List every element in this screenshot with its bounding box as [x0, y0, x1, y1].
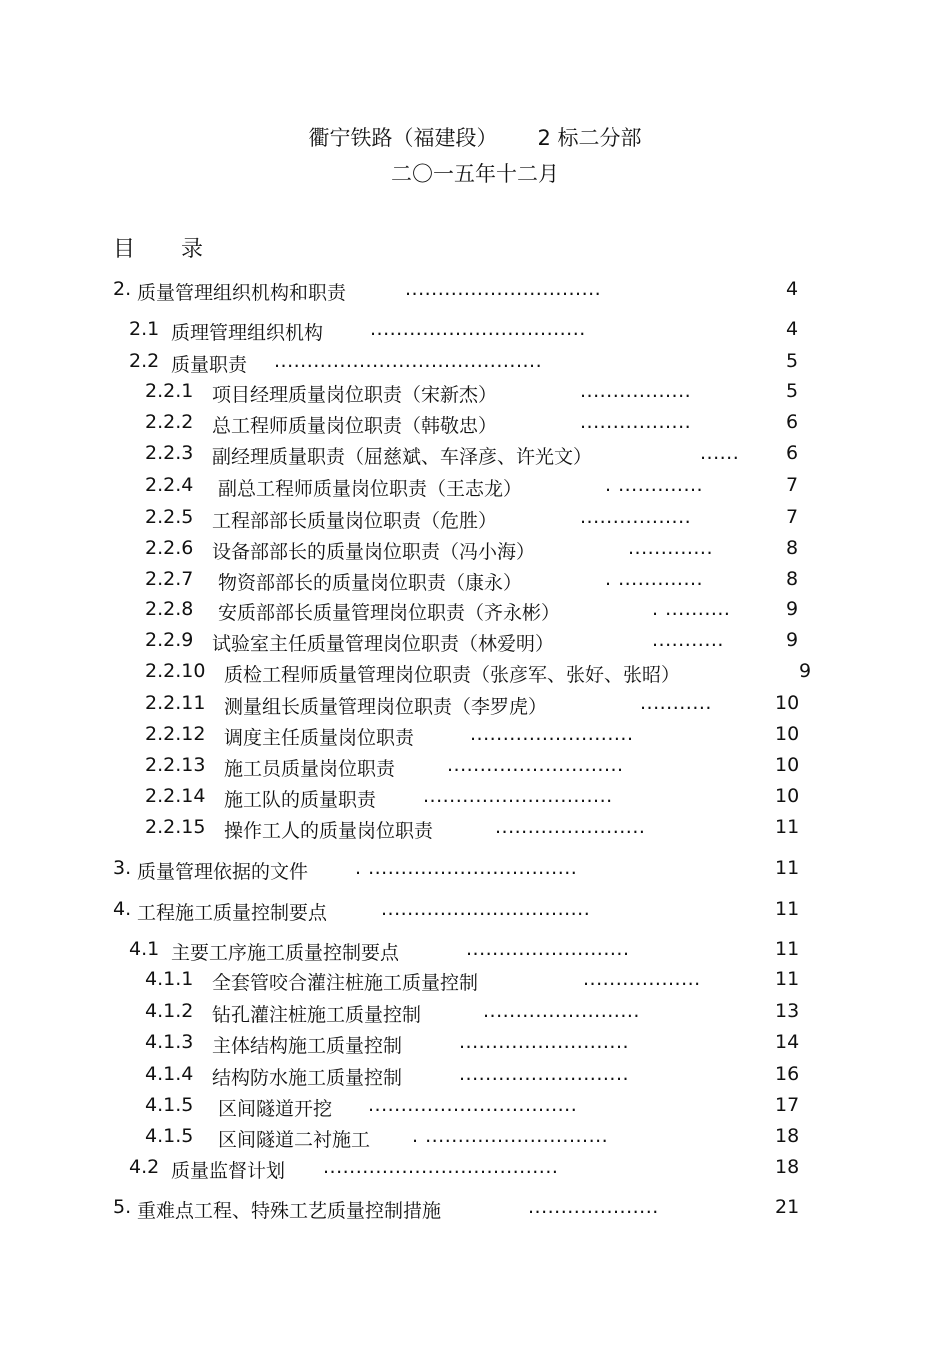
toc-entry-leader: .................. — [583, 968, 701, 990]
toc-entry[interactable] — [0, 1125, 950, 1153]
toc-entry-number: 4.1.4 — [145, 1063, 194, 1085]
toc-entry-page: 9 — [799, 660, 812, 682]
toc-entry-title: 施工队的质量职责 — [224, 789, 377, 811]
toc-entry-number: 5. — [113, 1196, 132, 1218]
toc-entry[interactable] — [0, 442, 950, 470]
toc-entry-page: 5 — [786, 350, 799, 372]
toc-entry-page: 14 — [775, 1031, 800, 1053]
toc-entry[interactable] — [0, 898, 950, 926]
toc-entry-number: 2.2.13 — [145, 754, 206, 776]
toc-entry-number: 2.2.10 — [145, 660, 206, 682]
cover-title-line1 — [0, 122, 950, 152]
toc-entry-number: 4.1.5 — [145, 1125, 194, 1147]
toc-entry-page: 8 — [786, 568, 799, 590]
toc-entry-number: 4.1.3 — [145, 1031, 194, 1053]
toc-entry-leader: ........... — [640, 692, 712, 714]
toc-entry[interactable] — [0, 723, 950, 751]
toc-entry-title: 工程施工质量控制要点 — [137, 902, 328, 924]
toc-entry-leader: . .......... — [652, 598, 731, 620]
toc-entry-title: 副经理质量职责（屈慈斌、车泽彦、许光文） — [212, 446, 593, 468]
toc-entry-page: 4 — [786, 318, 799, 340]
toc-entry[interactable] — [0, 350, 950, 378]
toc-entry-number: 2.2.11 — [145, 692, 206, 714]
toc-entry-title: 物资部部长的质量岗位职责（康永） — [218, 572, 523, 594]
toc-entry-number: 4.1 — [129, 938, 160, 960]
toc-entry[interactable] — [0, 278, 950, 306]
toc-entry[interactable] — [0, 1031, 950, 1059]
section-name: 2 标二分部 — [537, 126, 642, 150]
toc-entry-leader: ................................. — [370, 318, 586, 340]
toc-entry[interactable] — [0, 1063, 950, 1091]
toc-entry-number: 2.2 — [129, 350, 160, 372]
toc-entry-page: 7 — [786, 506, 799, 528]
toc-entry-number: 2.2.14 — [145, 785, 206, 807]
toc-entry[interactable] — [0, 598, 950, 626]
toc-entry-leader: ........... — [652, 629, 724, 651]
toc-entry-title: 质量管理组织机构和职责 — [137, 282, 347, 304]
toc-entry-number: 2.2.12 — [145, 723, 206, 745]
toc-entry-number: 2.2.3 — [145, 442, 194, 464]
toc-entry-title: 重难点工程、特殊工艺质量控制措施 — [137, 1200, 442, 1222]
toc-entry-page: 10 — [775, 785, 800, 807]
toc-entry-page: 11 — [775, 968, 800, 990]
toc-entry-page: 16 — [775, 1063, 800, 1085]
toc-entry[interactable] — [0, 816, 950, 844]
toc-entry-page: 11 — [775, 816, 800, 838]
toc-entry[interactable] — [0, 754, 950, 782]
toc-entry-leader: .................... — [528, 1196, 659, 1218]
toc-entry-leader: ............. — [628, 537, 714, 559]
toc-entry-title: 钻孔灌注桩施工质量控制 — [212, 1004, 422, 1026]
toc-entry-page: 9 — [786, 629, 799, 651]
toc-entry-title: 项目经理质量岗位职责（宋新杰） — [212, 384, 498, 406]
toc-entry-leader: ........................ — [483, 1000, 640, 1022]
toc-entry-number: 2.2.2 — [145, 411, 194, 433]
toc-entry-leader: ................................ — [381, 898, 591, 920]
toc-entry-title: 主要工序施工质量控制要点 — [171, 942, 400, 964]
toc-entry-leader: ......................................... — [274, 350, 543, 372]
toc-entry[interactable] — [0, 660, 950, 688]
toc-entry-number: 2.2.9 — [145, 629, 194, 651]
toc-entry-page: 6 — [786, 442, 799, 464]
toc-entry-title: 施工员质量岗位职责 — [224, 758, 396, 780]
toc-entry-leader: ........................... — [447, 754, 624, 776]
toc-entry[interactable] — [0, 857, 950, 885]
toc-entry-title: 质检工程师质量管理岗位职责（张彦军、张好、张昭） — [224, 664, 681, 686]
toc-entry-page: 7 — [786, 474, 799, 496]
toc-entry-page: 18 — [775, 1125, 800, 1147]
toc-entry-leader: . ............................ — [412, 1125, 609, 1147]
toc-entry-title: 质量监督计划 — [171, 1160, 286, 1182]
toc-entry-title: 质量职责 — [171, 354, 248, 376]
toc-entry[interactable] — [0, 1000, 950, 1028]
toc-entry[interactable] — [0, 785, 950, 813]
toc-entry-leader: ................. — [580, 411, 692, 433]
toc-entry-leader: ................................ — [368, 1094, 578, 1116]
toc-entry-leader: ................. — [580, 380, 692, 402]
toc-entry-leader: ............................. — [423, 785, 613, 807]
toc-entry-page: 10 — [775, 692, 800, 714]
toc-entry-title: 区间隧道二衬施工 — [218, 1129, 371, 1151]
toc-entry-title: 总工程师质量岗位职责（韩敬忠） — [212, 415, 498, 437]
toc-heading: 目 录 — [113, 237, 204, 262]
toc-entry[interactable] — [0, 380, 950, 408]
toc-entry-leader: ................. — [580, 506, 692, 528]
toc-entry-title: 主体结构施工质量控制 — [212, 1035, 403, 1057]
toc-entry-leader: .......................... — [459, 1063, 630, 1085]
toc-entry[interactable] — [0, 968, 950, 996]
toc-entry-number: 2.2.5 — [145, 506, 194, 528]
toc-entry[interactable] — [0, 318, 950, 346]
toc-entry-page: 6 — [786, 411, 799, 433]
toc-entry-title: 操作工人的质量岗位职责 — [224, 820, 434, 842]
toc-entry[interactable] — [0, 568, 950, 596]
toc-entry-page: 18 — [775, 1156, 800, 1178]
toc-entry-leader: ......................... — [466, 938, 630, 960]
toc-entry[interactable] — [0, 1156, 950, 1184]
toc-entry[interactable] — [0, 938, 950, 966]
toc-entry-page: 5 — [786, 380, 799, 402]
toc-entry[interactable] — [0, 1094, 950, 1122]
project-name: 衢宁铁路（福建段） — [308, 126, 498, 150]
toc-entry-page: 10 — [775, 723, 800, 745]
toc-entry-leader: . ............. — [605, 568, 704, 590]
toc-entry-page: 8 — [786, 537, 799, 559]
toc-entry-page: 17 — [775, 1094, 800, 1116]
toc-entry-page: 13 — [775, 1000, 800, 1022]
toc-entry-number: 4.2 — [129, 1156, 160, 1178]
toc-entry-number: 2.1 — [129, 318, 160, 340]
toc-entry[interactable] — [0, 1196, 950, 1224]
toc-entry-title: 全套管咬合灌注桩施工质量控制 — [212, 972, 479, 994]
toc-entry-leader: . ................................ — [355, 857, 578, 879]
toc-entry-title: 调度主任质量岗位职责 — [224, 727, 415, 749]
toc-entry-page: 21 — [775, 1196, 800, 1218]
toc-entry-page: 9 — [786, 598, 799, 620]
toc-entry-number: 2.2.1 — [145, 380, 194, 402]
toc-entry-leader: ....................... — [495, 816, 646, 838]
toc-entry[interactable] — [0, 537, 950, 565]
toc-entry-title: 质理管理组织机构 — [171, 322, 324, 344]
toc-entry-number: 3. — [113, 857, 132, 879]
toc-entry-leader: . ............. — [605, 474, 704, 496]
toc-entry-page: 10 — [775, 754, 800, 776]
toc-entry-title: 副总工程师质量岗位职责（王志龙） — [218, 478, 523, 500]
toc-entry-number: 4.1.5 — [145, 1094, 194, 1116]
cover-date: 二〇一五年十二月 — [391, 162, 559, 186]
toc-entry[interactable] — [0, 411, 950, 439]
toc-entry-title: 安质部部长质量管理岗位职责（齐永彬） — [218, 602, 561, 624]
toc-entry-number: 4.1.2 — [145, 1000, 194, 1022]
toc-entry[interactable] — [0, 692, 950, 720]
toc-entry-leader: ......................... — [470, 723, 634, 745]
toc-entry-page: 11 — [775, 898, 800, 920]
toc-entry-leader: .................................... — [323, 1156, 559, 1178]
toc-entry-leader: .............................. — [405, 278, 602, 300]
toc-entry-title: 测量组长质量管理岗位职责（李罗虎） — [224, 696, 548, 718]
toc-entry-number: 4.1.1 — [145, 968, 194, 990]
toc-entry-number: 2.2.4 — [145, 474, 194, 496]
toc-entry-title: 区间隧道开挖 — [218, 1098, 333, 1120]
toc-entry[interactable] — [0, 474, 950, 502]
toc-entry-title: 试验室主任质量管理岗位职责（林爱明） — [212, 633, 555, 655]
toc-entry-title: 工程部部长质量岗位职责（危胜） — [212, 510, 498, 532]
toc-entry-title: 质量管理依据的文件 — [137, 861, 309, 883]
toc-entry[interactable] — [0, 629, 950, 657]
toc-entry-leader: .......................... — [459, 1031, 630, 1053]
toc-entry-leader: ...... — [700, 442, 740, 464]
toc-entry-page: 11 — [775, 938, 800, 960]
toc-entry-number: 2.2.15 — [145, 816, 206, 838]
toc-entry[interactable] — [0, 506, 950, 534]
toc-entry-number: 2.2.7 — [145, 568, 194, 590]
toc-entry-number: 2.2.6 — [145, 537, 194, 559]
toc-entry-title: 设备部部长的质量岗位职责（冯小海） — [212, 541, 536, 563]
toc-entry-title: 结构防水施工质量控制 — [212, 1067, 403, 1089]
toc-entry-page: 4 — [786, 278, 799, 300]
toc-entry-number: 4. — [113, 898, 132, 920]
toc-entry-page: 11 — [775, 857, 800, 879]
toc-entry-number: 2. — [113, 278, 132, 300]
toc-entry-number: 2.2.8 — [145, 598, 194, 620]
